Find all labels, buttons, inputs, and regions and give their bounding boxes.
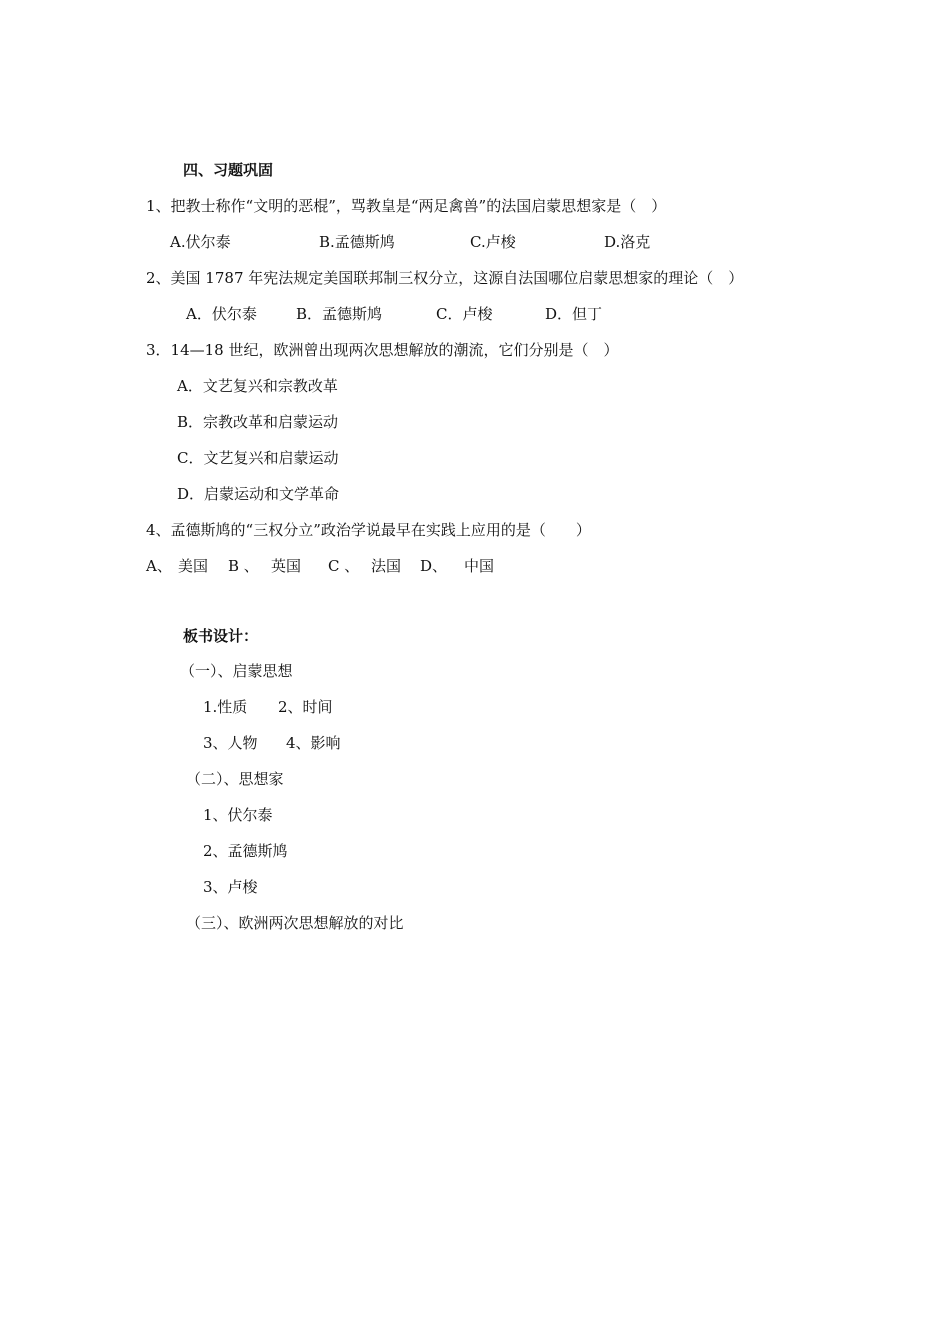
- q1-option-d: D.洛克: [604, 233, 651, 251]
- board-part-1-item-1: 1.性质: [203, 698, 248, 716]
- q2-option-b: B．孟德斯鸠: [296, 305, 383, 323]
- q4-option-c-text: 法国: [371, 557, 402, 575]
- board-part-2-item-1: 1、伏尔泰: [203, 806, 273, 824]
- q3-option-d: D．启蒙运动和文学革命: [177, 485, 340, 503]
- q4-option-a-text: 美国: [178, 557, 209, 575]
- q2-option-a: A．伏尔泰: [186, 305, 257, 323]
- q3-option-a: A．文艺复兴和宗教改革: [177, 377, 338, 395]
- q4-option-c-letter: C 、: [328, 557, 360, 575]
- board-part-3: （三）、欧洲两次思想解放的对比: [186, 914, 404, 932]
- exercise-heading: 四、习题巩固: [183, 161, 274, 179]
- question-2-stem: 2、美国 1787 年宪法规定美国联邦制三权分立，这源自法国哪位启蒙思想家的理论（ ）: [146, 269, 744, 287]
- board-part-2: （二）、思想家: [186, 770, 284, 788]
- q4-option-b-letter: B 、: [228, 557, 259, 575]
- question-1-stem: 1、把教士称作“文明的恶棍”，骂教皇是“两足禽兽”的法国启蒙思想家是（ ）: [146, 197, 667, 215]
- q4-option-b-text: 英国: [271, 557, 302, 575]
- q3-option-b: B．宗教改革和启蒙运动: [177, 413, 339, 431]
- q1-option-c: C.卢梭: [470, 233, 516, 251]
- question-3-stem: 3．14—18 世纪，欧洲曾出现两次思想解放的潮流，它们分别是（ ）: [146, 341, 619, 359]
- board-part-1-item-4: 4、影响: [286, 734, 341, 752]
- board-design-heading: 板书设计：: [183, 627, 259, 645]
- board-part-2-item-3: 3、卢梭: [203, 878, 258, 896]
- question-4-stem: 4、孟德斯鸠的“三权分立”政治学说最早在实践上应用的是（ ）: [146, 521, 591, 539]
- q3-option-c: C．文艺复兴和启蒙运动: [177, 449, 339, 467]
- board-part-1: （一）、启蒙思想: [180, 662, 293, 680]
- board-part-1-item-2: 2、时间: [278, 698, 333, 716]
- q4-option-d-text: 中国: [464, 557, 495, 575]
- q2-option-c: C．卢梭: [436, 305, 493, 323]
- q1-option-a: A.伏尔泰: [170, 233, 231, 251]
- board-part-2-item-2: 2、孟德斯鸠: [203, 842, 288, 860]
- q4-option-a-letter: A、: [146, 557, 172, 575]
- board-part-1-item-3: 3、人物: [203, 734, 258, 752]
- q2-option-d: D．但丁: [545, 305, 603, 323]
- q1-option-b: B.孟德斯鸠: [319, 233, 395, 251]
- q4-option-d-letter: D、: [420, 557, 448, 575]
